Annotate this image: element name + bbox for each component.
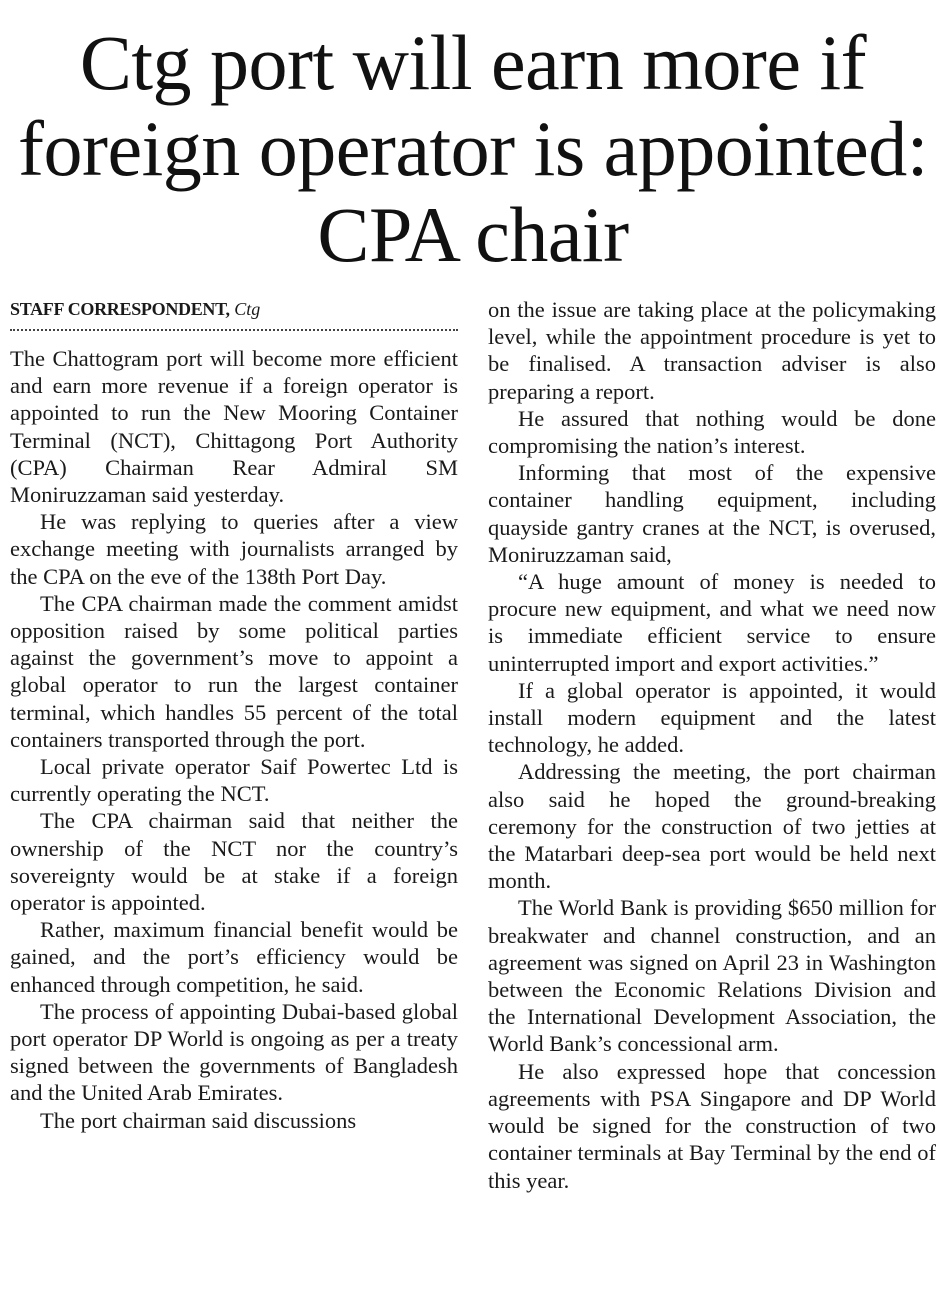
paragraph: If a global operator is appointed, it would install modern equipment and the latest technology, he added. — [488, 677, 936, 758]
paragraph: He was replying to queries after a view exchange meeting with journalists arranged by the CPA on the eve of the 138th Port Day. — [10, 509, 458, 589]
paragraph: Local private operator Saif Powertec Ltd is currently operating the NCT. — [10, 754, 458, 807]
article-headline: Ctg port will earn more if foreign operator is appointed: CPA chair — [18, 19, 928, 278]
paragraph: He also expressed hope that concession agreements with PSA Singapore and DP World would be signed for the construction of two container terminals at Bay Terminal by the end of this year. — [488, 1058, 936, 1193]
paragraph: The process of appointing Dubai-based global port operator DP World is ongoing as per a treaty signed between the governments of Bangladesh and the United Arab Emirates. — [10, 998, 458, 1106]
paragraph: Rather, maximum financial benefit would be gained, and the port’s efficiency would be enhanced through competition, he said. — [10, 917, 458, 997]
article-column-right — [488, 296, 936, 1194]
byline — [10, 296, 458, 331]
paragraph: The Chattogram port will become more efficient and earn more revenue if a foreign operator is appointed to run the New Mooring Container Terminal (NCT), Chittagong Port Authority (CPA) Chairman Rear Admiral SM Moniruzzaman said yesterday. — [10, 346, 458, 508]
paragraph: Informing that most of the expensive container handling equipment, including quayside gantry cranes at the NCT, is overused, Moniruzzaman said, — [488, 460, 936, 567]
paragraph: Addressing the meeting, the port chairman also said he hoped the ground-breaking ceremony for the construction of two jetties at the Matarbari deep-sea port would be held next month. — [488, 759, 936, 894]
paragraph: He assured that nothing would be done compromising the nation’s interest. — [488, 405, 936, 459]
quote-paragraph: “A huge amount of money is needed to procure new equipment, and what we need now is immediate efficient service to ensure uninterrupted import and export activities.” — [488, 569, 936, 676]
paragraph: The World Bank is providing $650 million for breakwater and channel construction, and an agreement was signed on April 23 in Washington between the Economic Relations Division and the International Development Association, the World Bank’s concessional arm. — [488, 895, 936, 1057]
paragraph: The CPA chairman made the comment amidst opposition raised by some political parties against the government’s move to appoint a global operator to run the largest container terminal, which handles 55 percent of the total containers transported through the port. — [10, 590, 458, 752]
paragraph: The CPA chairman said that neither the ownership of the NCT nor the country’s sovereignty would be at stake if a foreign operator is appointed. — [10, 808, 458, 916]
byline-author: STAFF CORRESPONDENT, — [10, 299, 230, 319]
article-column-left — [10, 296, 458, 1134]
byline-location: Ctg — [234, 299, 261, 319]
paragraph: The port chairman said discussions — [40, 1107, 357, 1133]
paragraph-continued: on the issue are taking place at the policymaking level, while the appointment procedure is yet to be finalised. A transaction adviser is also preparing a report. — [488, 297, 936, 404]
